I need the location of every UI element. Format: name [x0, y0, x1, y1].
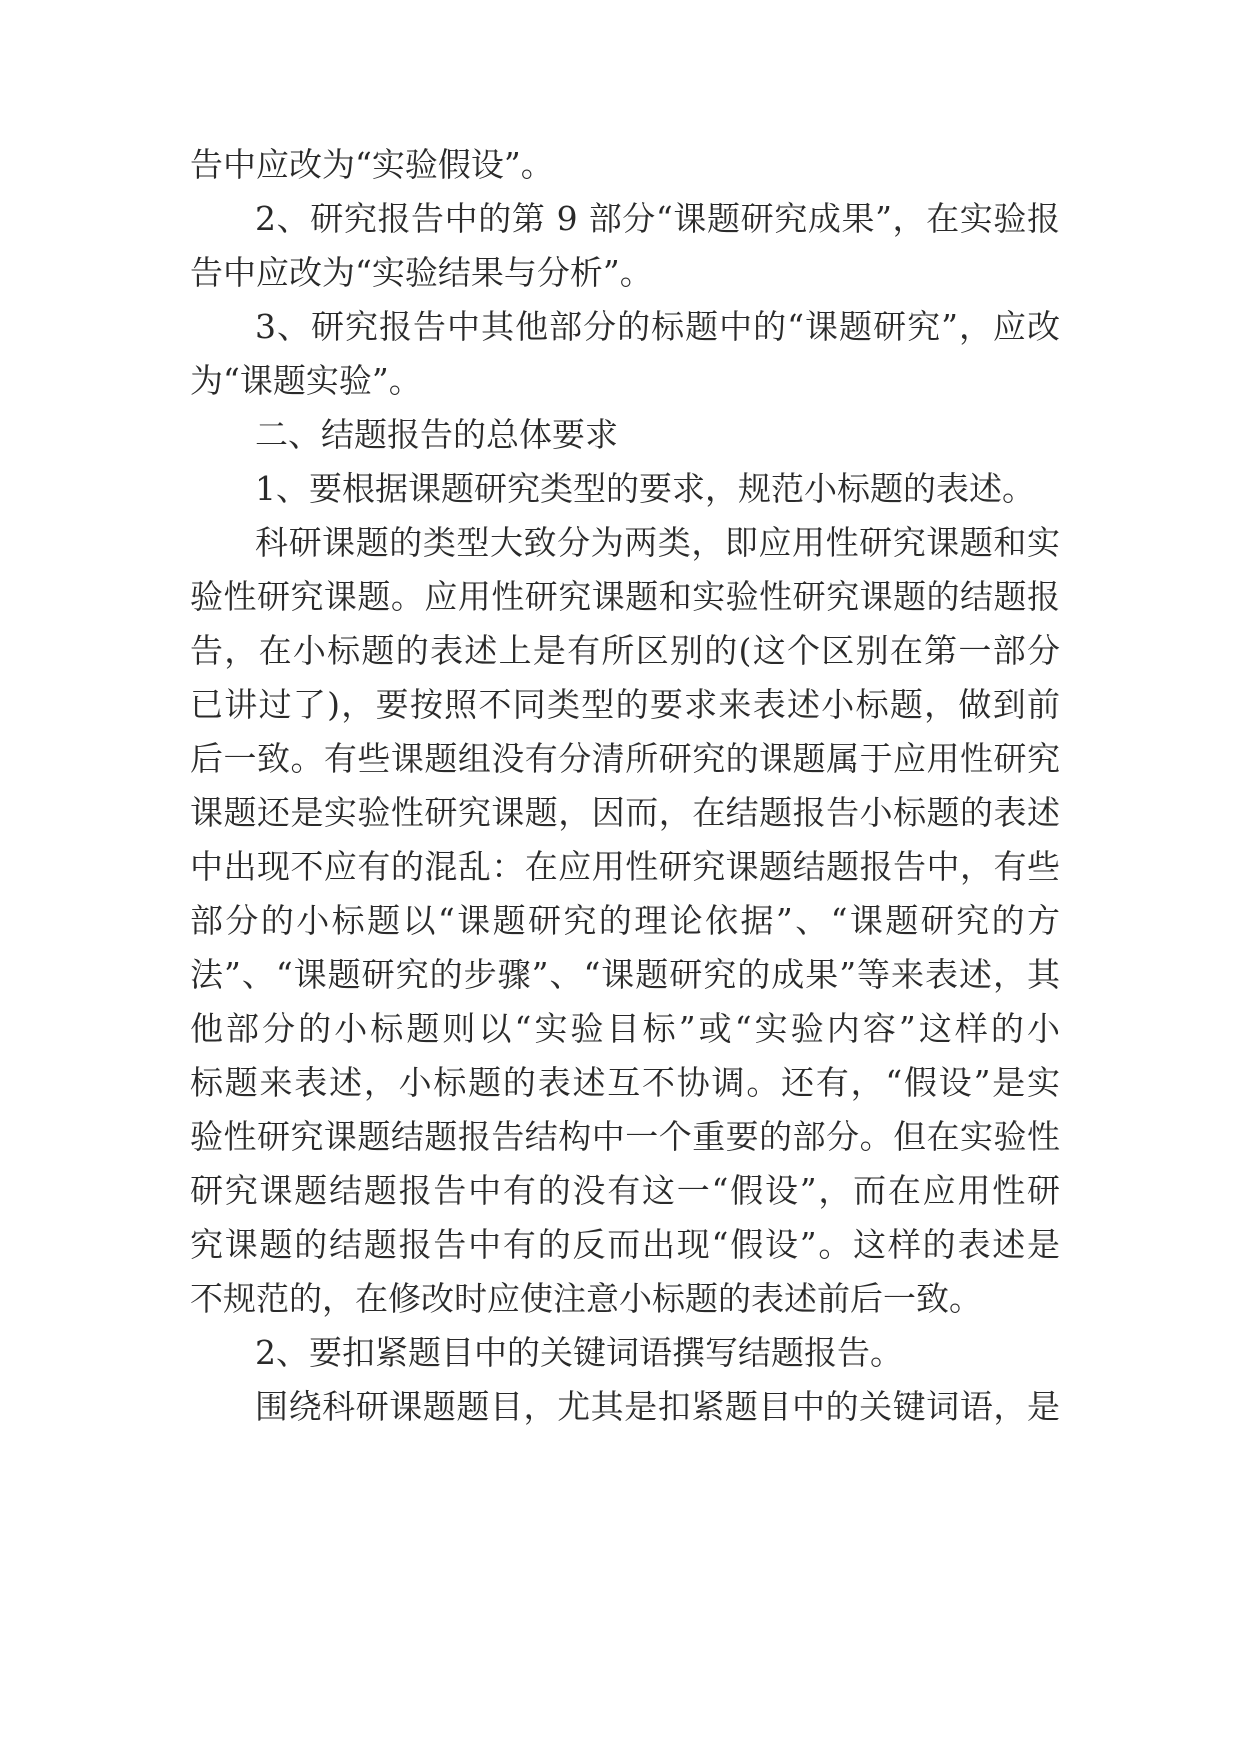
- text-line-22: 不规范的，在修改时应使注意小标题的表述前后一致。: [190, 1279, 982, 1318]
- text-line-23: 2、要扣紧题目中的关键词语撰写结题报告。: [255, 1333, 903, 1372]
- text-line-13: 课题还是实验性研究课题，因而，在结题报告小标题的表述: [190, 793, 1060, 832]
- section-heading: 二、结题报告的总体要求: [255, 415, 618, 454]
- text-line-21: 究课题的结题报告中有的反而出现“假设”。这样的表述是: [190, 1225, 1060, 1264]
- text-line-11: 已讲过了)，要按照不同类型的要求来表述小标题，做到前: [190, 685, 1060, 724]
- text-line-4: 3、研究报告中其他部分的标题中的“课题研究”，应改: [255, 307, 1060, 346]
- text-line-19: 验性研究课题结题报告结构中一个重要的部分。但在实验性: [190, 1117, 1060, 1156]
- text-line-12: 后一致。有些课题组没有分清所研究的课题属于应用性研究: [190, 739, 1060, 778]
- text-line-10: 告，在小标题的表述上是有所区别的(这个区别在第一部分: [190, 631, 1060, 670]
- text-line-9: 验性研究课题。应用性研究课题和实验性研究课题的结题报: [190, 577, 1060, 616]
- text-line-5: 为“课题实验”。: [190, 361, 422, 400]
- text-line-20: 研究课题结题报告中有的没有这一“假设”，而在应用性研: [190, 1171, 1060, 1210]
- text-line-14: 中出现不应有的混乱：在应用性研究课题结题报告中，有些: [190, 847, 1060, 886]
- text-line-18: 标题来表述，小标题的表述互不协调。还有，“假设”是实: [190, 1063, 1060, 1102]
- text-line-3: 告中应改为“实验结果与分析”。: [190, 253, 653, 292]
- text-line-15: 部分的小标题以“课题研究的理论依据”、“课题研究的方: [190, 901, 1060, 940]
- text-line-2: 2、研究报告中的第 9 部分“课题研究成果”，在实验报: [255, 199, 1060, 238]
- text-line-24: 围绕科研课题题目，尤其是扣紧题目中的关键词语，是: [255, 1387, 1060, 1426]
- text-line-7: 1、要根据课题研究类型的要求，规范小标题的表述。: [255, 469, 1035, 508]
- text-line-1: 告中应改为“实验假设”。: [190, 145, 554, 184]
- text-line-16: 法”、“课题研究的步骤”、“课题研究的成果”等来表述，其: [190, 955, 1060, 994]
- text-line-17: 他部分的小标题则以“实验目标”或“实验内容”这样的小: [190, 1009, 1060, 1048]
- text-line-8: 科研课题的类型大致分为两类，即应用性研究课题和实: [255, 523, 1060, 562]
